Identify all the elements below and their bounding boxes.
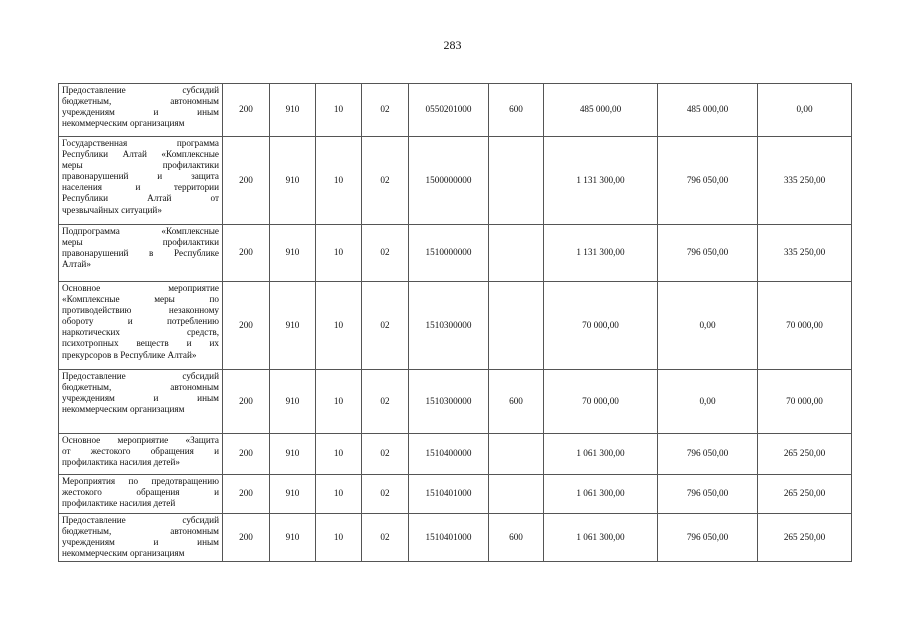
cell-pr: 10 [316,475,362,514]
cell-rz: 910 [270,475,316,514]
row-name-line: Предоставление субсидий [62,515,219,525]
cell-sum1: 485 000,00 [544,84,658,137]
cell-csr: 0550201000 [409,84,489,137]
cell-vr [489,475,544,514]
cell-sum2: 0,00 [658,370,758,434]
cell-vr [489,282,544,370]
cell-sum3: 335 250,00 [758,137,852,225]
cell-pr: 10 [316,514,362,562]
cell-vr [489,137,544,225]
row-name-line: Алтай» [62,259,91,270]
row-name-line: Предоставление субсидий [62,371,219,381]
row-name-line: бюджетным, автономным [62,526,219,537]
table-row [59,370,852,434]
cell-rz: 910 [270,282,316,370]
row-name-line: меры профилактики [62,160,219,171]
row-name-line: Предоставление субсидий [62,85,219,95]
table-row [59,434,852,475]
row-name-cell [59,225,223,282]
cell-vr [489,225,544,282]
cell-sum1: 70 000,00 [544,370,658,434]
row-name-line: бюджетным, автономным [62,382,219,393]
row-name-line: Республики Алтай «Комплексные [62,149,219,160]
cell-sum2: 0,00 [658,282,758,370]
row-name-line: правонарушений и защита [62,171,219,182]
cell-csr: 1510300000 [409,370,489,434]
row-name-line: Основное мероприятие «Защита [62,435,219,445]
cell-sub: 02 [362,225,409,282]
cell-sum1: 1 061 300,00 [544,514,658,562]
cell-vr: 600 [489,370,544,434]
row-name-line: Основное мероприятие [62,283,219,293]
cell-pr: 10 [316,370,362,434]
row-name-line: наркотических средств, [62,327,219,338]
cell-sum2: 796 050,00 [658,137,758,225]
cell-sub: 02 [362,370,409,434]
row-name-cell [59,84,223,137]
row-name-line: Государственная программа [62,138,219,148]
table-row [59,137,852,225]
row-name-cell [59,282,223,370]
cell-csr: 1510000000 [409,225,489,282]
cell-rz: 910 [270,225,316,282]
budget-table [58,83,852,562]
row-name-line: некоммерческим организациям [62,404,185,415]
cell-sum1: 1 061 300,00 [544,434,658,475]
cell-vr: 600 [489,84,544,137]
row-name-line: Республики Алтай от [62,193,219,204]
row-name-cell [59,475,223,514]
cell-vr: 600 [489,514,544,562]
cell-sub: 02 [362,84,409,137]
cell-csr: 1510401000 [409,514,489,562]
row-name-cell [59,370,223,434]
cell-sub: 02 [362,434,409,475]
cell-sum1: 1 131 300,00 [544,225,658,282]
cell-ved: 200 [223,475,270,514]
row-name-line: противодействию незаконному [62,305,219,316]
cell-sum2: 796 050,00 [658,434,758,475]
table-body [59,84,852,562]
cell-pr: 10 [316,137,362,225]
cell-rz: 910 [270,137,316,225]
row-name-line: учреждениям и иным [62,107,219,118]
row-name-line: меры профилактики [62,237,219,248]
table-row [59,225,852,282]
row-name-line: жестокого обращения и [62,487,219,498]
page-number: 283 [443,38,462,52]
cell-ved: 200 [223,137,270,225]
cell-rz: 910 [270,84,316,137]
cell-ved: 200 [223,514,270,562]
cell-pr: 10 [316,84,362,137]
cell-sum3: 70 000,00 [758,370,852,434]
cell-ved: 200 [223,370,270,434]
cell-sum2: 485 000,00 [658,84,758,137]
cell-sub: 02 [362,475,409,514]
row-name-line: некоммерческим организациям [62,548,185,559]
row-name-line: некоммерческим организациям [62,118,185,129]
cell-pr: 10 [316,282,362,370]
table-row [59,475,852,514]
table-row [59,282,852,370]
cell-ved: 200 [223,225,270,282]
cell-csr: 1510401000 [409,475,489,514]
cell-pr: 10 [316,434,362,475]
table-row [59,514,852,562]
row-name-line: Мероприятия по предотвращению [62,476,219,486]
row-name-line: Подпрограмма «Комплексные [62,226,219,236]
row-name-cell [59,137,223,225]
row-name-line: прекурсоров в Республике Алтай» [62,349,197,360]
cell-pr: 10 [316,225,362,282]
cell-sum1: 1 061 300,00 [544,475,658,514]
cell-sub: 02 [362,514,409,562]
cell-rz: 910 [270,370,316,434]
cell-rz: 910 [270,514,316,562]
cell-ved: 200 [223,282,270,370]
row-name-line: учреждениям и иным [62,537,219,548]
cell-csr: 1510300000 [409,282,489,370]
cell-sum2: 796 050,00 [658,514,758,562]
row-name-line: обороту и потреблению [62,316,219,327]
cell-sum3: 265 250,00 [758,475,852,514]
row-name-line: психотропных веществ и их [62,338,219,349]
cell-sum3: 0,00 [758,84,852,137]
cell-csr: 1510400000 [409,434,489,475]
row-name-line: профилактике насилия детей [62,498,176,509]
row-name-line: от жестокого обращения и [62,446,219,457]
row-name-line: профилактика насилия детей» [62,457,180,468]
row-name-line: правонарушений в Республике [62,248,219,259]
row-name-cell [59,434,223,475]
cell-sub: 02 [362,282,409,370]
cell-sub: 02 [362,137,409,225]
row-name-line: населения и территории [62,182,219,193]
cell-sum1: 70 000,00 [544,282,658,370]
row-name-line: учреждениям и иным [62,393,219,404]
table-row [59,84,852,137]
cell-sum2: 796 050,00 [658,475,758,514]
row-name-line: чрезвычайных ситуаций» [62,204,162,215]
cell-sum1: 1 131 300,00 [544,137,658,225]
cell-ved: 200 [223,84,270,137]
cell-sum3: 265 250,00 [758,514,852,562]
cell-sum3: 335 250,00 [758,225,852,282]
cell-sum2: 796 050,00 [658,225,758,282]
cell-rz: 910 [270,434,316,475]
cell-vr [489,434,544,475]
row-name-line: бюджетным, автономным [62,96,219,107]
cell-sum3: 265 250,00 [758,434,852,475]
cell-sum3: 70 000,00 [758,282,852,370]
row-name-cell [59,514,223,562]
row-name-line: «Комплексные меры по [62,294,219,305]
cell-ved: 200 [223,434,270,475]
cell-csr: 1500000000 [409,137,489,225]
